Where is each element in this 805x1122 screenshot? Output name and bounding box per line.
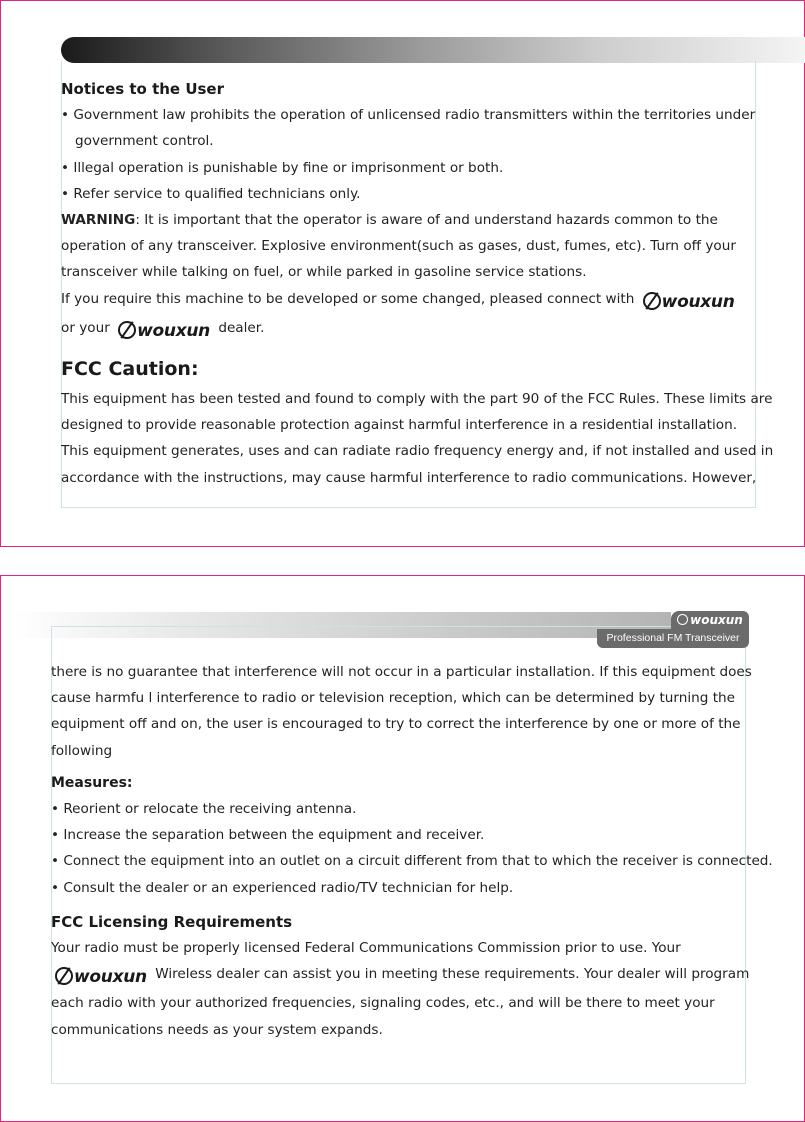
measure-bullet-4: • Consult the dealer or an experienced radio/TV technician for help. xyxy=(51,875,773,901)
fcc-caution-line-1: This equipment has been tested and found to comply with the part 90 of the FCC Rules. These limits are xyxy=(61,391,773,408)
wouxun-logo: wouxun xyxy=(51,964,151,990)
licensing-line-2: wouxun Wireless dealer can assist you in meeting these requirements. Your dealer will program xyxy=(51,961,773,990)
notice-bullet-1: • Government law prohibits the operation of unlicensed radio transmitters within the territories under xyxy=(61,102,773,128)
warning-line-1 xyxy=(61,207,773,233)
header-gradient-bar xyxy=(61,37,805,63)
intro-line-4: following xyxy=(51,742,113,759)
contact-text: If you require this machine to be developed or some changed, pleased connect with xyxy=(61,290,635,307)
intro-line-3: equipment off and on, the user is encouraged to try to correct the interference by one or more of the xyxy=(51,716,741,733)
page1-content xyxy=(61,76,773,491)
wouxun-logo: wouxun xyxy=(114,318,214,344)
fcc-caution-line-4: accordance with the instructions, may cause harmful interference to radio communications. However, xyxy=(61,469,757,486)
wouxun-mark-icon xyxy=(677,614,688,625)
fcc-caution-line-2: designed to provide reasonable protection against harmful interference in a residential installation. xyxy=(61,417,738,434)
licensing-line-1: Your radio must be properly licensed Federal Communications Commission prior to use. Your xyxy=(51,940,681,957)
wouxun-mark-icon xyxy=(55,967,73,985)
notice-bullet-2: • Illegal operation is punishable by fine or imprisonment or both. xyxy=(61,155,773,181)
page2-content xyxy=(51,659,773,1043)
badge-brand: wouxun xyxy=(671,611,749,629)
warning-line-2: operation of any transceiver. Explosive environment(such as gases, dust, fumes, etc). Turn off your xyxy=(61,238,736,255)
notice-bullet-1-continued: government control. xyxy=(75,133,214,150)
wouxun-mark-icon xyxy=(643,292,661,310)
intro-line-1: there is no guarantee that interference will not occur in a particular installation. If this equipment does xyxy=(51,664,752,680)
notices-title: Notices to the User xyxy=(61,80,225,98)
contact-line xyxy=(61,286,773,315)
wouxun-mark-icon xyxy=(118,321,136,339)
brand-badge xyxy=(597,611,749,648)
notice-bullet-3: • Refer service to qualified technicians only. xyxy=(61,181,773,207)
measure-bullet-3: • Connect the equipment into an outlet on a circuit different from that to which the receiver is connected. xyxy=(51,848,773,874)
wouxun-logo: wouxun xyxy=(639,289,739,315)
intro-line-2: cause harmfu l interference to radio or television reception, which can be determined by turning the xyxy=(51,690,736,707)
warning-label: WARNING xyxy=(61,212,136,229)
warning-line-3: transceiver while talking on fuel, or while parked in gasoline service stations. xyxy=(61,264,587,281)
licensing-line-4: communications needs as your system expands. xyxy=(51,1021,383,1038)
fcc-caution-title: FCC Caution: xyxy=(61,358,199,381)
dealer-line: or your wouxun dealer. xyxy=(61,315,773,344)
licensing-line-3: each radio with your authorized frequencies, signaling codes, etc., and will be there to meet your xyxy=(51,995,715,1012)
warning-text-1: : It is important that the operator is aware of and understand hazards common to the xyxy=(135,212,718,229)
measure-bullet-2: • Increase the separation between the equipment and receiver. xyxy=(51,822,773,848)
fcc-caution-line-3: This equipment generates, uses and can radiate radio frequency energy and, if not installed and used in xyxy=(61,443,774,460)
measure-bullet-1: • Reorient or relocate the receiving antenna. xyxy=(51,796,773,822)
measures-title: Measures: xyxy=(51,774,133,791)
badge-tagline: Professional FM Transceiver xyxy=(597,629,749,648)
licensing-title: FCC Licensing Requirements xyxy=(51,912,293,931)
